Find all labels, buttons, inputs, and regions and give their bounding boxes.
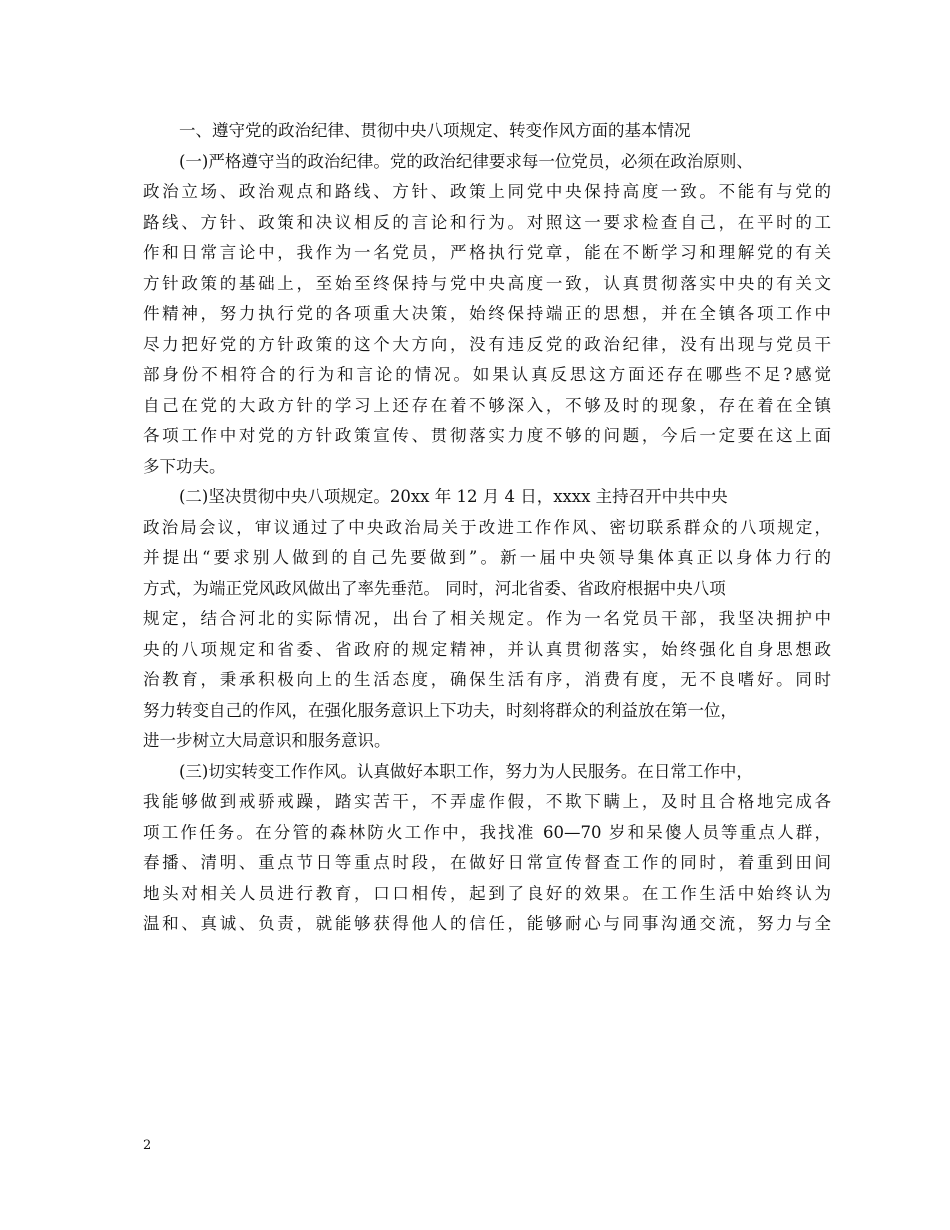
- paragraph-line: 规定，结合河北的实际情况，出台了相关规定。作为一名党员干部，我坚决拥护中: [143, 609, 831, 628]
- paragraph-line: (一)严格遵守当的政治纪律。党的政治纪律要求每一位党员，必须在政治原则、: [179, 151, 753, 171]
- paragraph-line: 各项工作中对党的方针政策宣传、贯彻落实力度不够的问题，今后一定要在这上面: [143, 426, 831, 445]
- paragraph-line: (三)切实转变工作作风。认真做好本职工作，努力为人民服务。在日常工作中，: [179, 761, 753, 781]
- page-number: 2: [143, 1138, 152, 1153]
- document-body: [143, 116, 831, 940]
- paragraph-line: 自己在党的大政方针的学习上还存在着不够深入，不够及时的现象，存在着在全镇: [143, 395, 831, 415]
- paragraph-line: 方针政策的基础上，至始至终保持与党中央高度一致，认真贯彻落实中央的有关文: [143, 273, 831, 293]
- paragraph-line: 政治立场、政治观点和路线、方针、政策上同党中央保持高度一致。不能有与党的: [143, 182, 831, 201]
- paragraph-line: 治教育，秉承积极向上的生活态度，确保生活有序，消费有度，无不良嗜好。同时: [143, 670, 831, 689]
- paragraph-line: 作和日常言论中，我作为一名党员，严格执行党章，能在不断学习和理解党的有关: [143, 243, 831, 262]
- paragraph-line: 多下功夫。: [143, 456, 226, 476]
- paragraph-line: (二)坚决贯彻中央八项规定。20xx 年 12 月 4 日，xxxx 主持召开中共中央: [179, 487, 728, 506]
- paragraph-line: 部身份不相符合的行为和言论的情况。如果认真反思这方面还存在哪些不足?感觉: [143, 365, 831, 384]
- paragraph-line: 政治局会议，审议通过了中央政治局关于改进工作作风、密切联系群众的八项规定，: [143, 517, 831, 537]
- paragraph-line: 地头对相关人员进行教育，口口相传，起到了良好的效果。在工作生活中始终认为: [143, 883, 831, 903]
- paragraph-line: 件精神，努力执行党的各项重大决策，始终保持端正的思想，并在全镇各项工作中: [143, 304, 831, 323]
- paragraph-line: 方式，为端正党风政风做出了率先垂范。 同时，河北省委、省政府根据中央八项: [143, 578, 726, 598]
- paragraph-line: 并提出“要求别人做到的自己先要做到”。新一届中央领导集体真正以身体力行的: [143, 548, 831, 567]
- paragraph-line: 进一步树立大局意识和服务意识。: [143, 731, 391, 750]
- section-heading: 一、遵守党的政治纪律、贯彻中央八项规定、转变作风方面的基本情况: [179, 121, 691, 140]
- paragraph-line: 温和、真诚、负责，就能够获得他人的信任，能够耐心与同事沟通交流，努力与全: [143, 914, 831, 933]
- paragraph-line: 项工作任务。在分管的森林防火工作中，我找准 60—70 岁和呆傻人员等重点人群，: [143, 822, 831, 842]
- paragraph-line: 央的八项规定和省委、省政府的规定精神，并认真贯彻落实，始终强化自身思想政: [143, 639, 831, 659]
- paragraph-line: 春播、清明、重点节日等重点时段，在做好日常宣传督查工作的同时，着重到田间: [143, 853, 831, 872]
- paragraph-line: 努力转变自己的作风，在强化服务意识上下功夫，时刻将群众的利益放在第一位，: [143, 700, 737, 720]
- paragraph-line: 尽力把好党的方针政策的这个大方向，没有违反党的政治纪律，没有出现与党员干: [143, 334, 831, 354]
- paragraph-line: 我能够做到戒骄戒躁，踏实苦干，不弄虚作假，不欺下瞒上，及时且合格地完成各: [143, 792, 831, 811]
- paragraph-line: 路线、方针、政策和决议相反的言论和行为。对照这一要求检查自己，在平时的工: [143, 212, 831, 232]
